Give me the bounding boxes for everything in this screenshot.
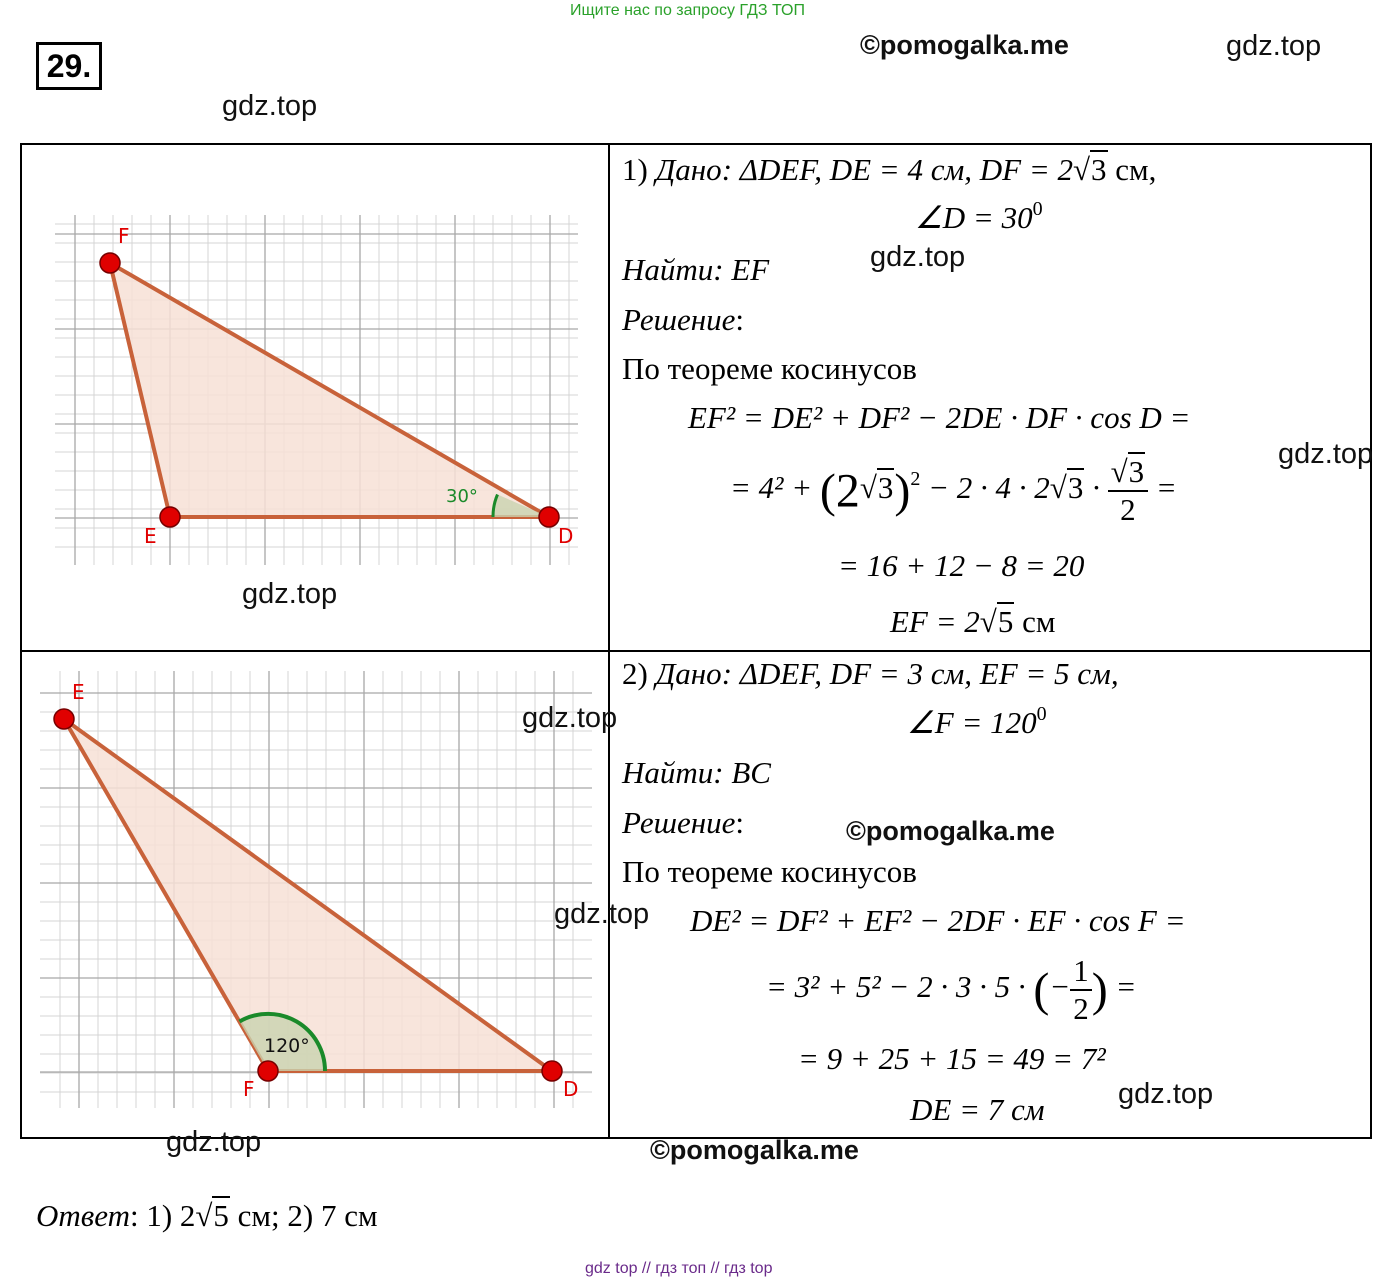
watermark-gdz: gdz.top (242, 578, 338, 610)
table-divider (608, 143, 610, 1139)
part1-find: Найти: EF (622, 252, 770, 287)
top-banner: Ищите нас по запросу ГДЗ ТОП (570, 2, 805, 19)
angle-d-label: 30° (446, 486, 478, 507)
part2-angle: ∠F = $120^0$ (907, 703, 1047, 740)
part1-theorem: По теореме косинусов (622, 351, 917, 386)
table-divider (20, 650, 1372, 652)
part2-find: Найти: BC (622, 755, 771, 790)
part1-solution-heading: Решение: (622, 302, 744, 337)
watermark-gdz: gdz.top (522, 702, 618, 734)
part1-eq2: = $4^2 + (2√3)^2 - 2 \cdot 4 \cdot 2√3$ · $\frac{√3}{2}$ = (730, 454, 1177, 527)
part1-eq3: = 16 + 12 − 8 = 20 (838, 548, 1085, 583)
point-d (539, 507, 559, 527)
label-e: E (144, 524, 157, 548)
triangle-figure-1 (40, 210, 590, 580)
part2-eq3: = 9 + 25 + 15 = 49 = 7² (798, 1041, 1106, 1076)
label-d: D (558, 524, 574, 548)
part2-theorem: По теореме косинусов (622, 854, 917, 889)
triangle-def (110, 263, 549, 517)
point-d (542, 1061, 562, 1081)
part2-result: DE = 7 см (910, 1092, 1045, 1127)
bottom-banner: gdz top // гдз топ // гдз top (585, 1260, 773, 1277)
label-e: E (72, 680, 85, 704)
part2-eq2: = 3² + 5² − 2 · 3 · 5 · (− $\frac{1}{2}$ ) = (766, 953, 1137, 1026)
part2-given: 2) Дано: ΔDEF, DF = 3 см, EF = 5 см, (622, 656, 1119, 691)
triangle-def (64, 719, 552, 1071)
part2-eq1: DE² = DF² + EF² − 2DF · EF · cos F = (690, 903, 1186, 938)
answer: Ответ: 1) 2√5 см; 2) 7 см (36, 1198, 378, 1233)
part1-result: EF = 2√5 см (890, 604, 1056, 639)
watermark-pomogalka: ©pomogalka.me (650, 1135, 859, 1165)
part1-eq1: EF² = DE² + DF² − 2DE · DF · cos D = (688, 400, 1191, 435)
label-d: D (563, 1077, 579, 1101)
watermark-pomogalka: ©pomogalka.me (846, 816, 1055, 846)
label-f: F (243, 1077, 255, 1101)
point-f (100, 253, 120, 273)
point-e (54, 709, 74, 729)
triangle-figure-2 (30, 668, 605, 1118)
watermark-gdz: gdz.top (1278, 438, 1374, 470)
watermark-gdz: gdz.top (166, 1126, 262, 1158)
part1-angle: ∠D = $30^0$ (915, 198, 1043, 235)
watermark-gdz: gdz.top (1118, 1078, 1214, 1110)
point-f (258, 1061, 278, 1081)
point-e (160, 507, 180, 527)
watermark-gdz: gdz.top (1226, 30, 1322, 62)
part1-given: 1) Дано: ΔDEF, DE = 4 см, DF = 2√3 см, (622, 152, 1157, 187)
watermark-pomogalka: ©pomogalka.me (860, 30, 1069, 60)
part2-solution-heading: Решение: (622, 805, 744, 840)
watermark-gdz: gdz.top (870, 241, 966, 273)
label-f: F (118, 224, 130, 248)
watermark-gdz: gdz.top (554, 898, 650, 930)
task-number: 29. (36, 42, 102, 90)
angle-f-label: 120° (264, 1035, 310, 1057)
watermark-gdz: gdz.top (222, 90, 318, 122)
